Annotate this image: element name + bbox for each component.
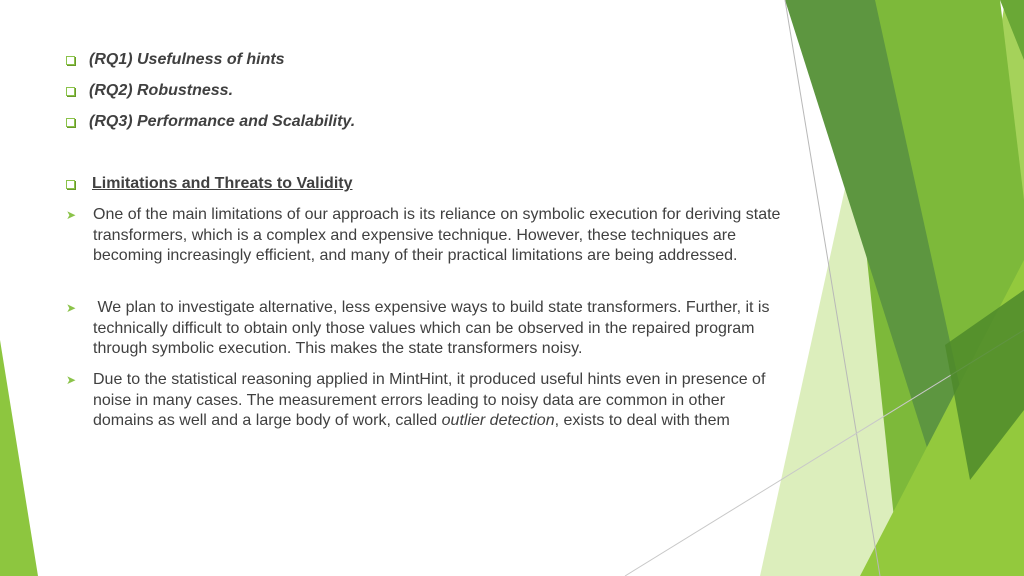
paragraph-text: We plan to investigate alternative, less expensive ways to build state transformers. Further, it is technically difficult to obtain only those values which can be observed in the repaired program through symbolic execution. This makes the state transformers noisy.	[93, 299, 774, 357]
square-bullet-icon	[66, 118, 75, 127]
arrow-bullet-icon: ➤	[66, 301, 77, 315]
paragraph-text-emphasis: outlier detection	[441, 412, 555, 429]
section-heading	[66, 174, 352, 194]
rq-item	[66, 50, 285, 70]
square-bullet-icon	[66, 87, 75, 96]
section-heading-text: Limitations and Threats to Validity	[92, 175, 353, 192]
bullet-paragraph	[66, 205, 786, 267]
square-bullet-icon	[66, 180, 75, 189]
rq-item-label: (RQ1) Usefulness of hints	[89, 51, 285, 68]
rq-item	[66, 112, 355, 132]
paragraph-text	[93, 370, 786, 432]
arrow-bullet-icon: ➤	[66, 208, 77, 222]
paragraph-text-before: Due to the statistical reasoning applied in MintHint, it produced useful hints even in presence of noise in many cases. The measurement errors leading to noisy data are common in other domains as well and a large body of work, called	[93, 371, 766, 429]
rq-item-label: (RQ3) Performance and Scalability.	[89, 113, 356, 130]
paragraph-text-after: , exists to deal with them	[554, 412, 730, 429]
rq-item	[66, 81, 233, 101]
arrow-bullet-icon: ➤	[66, 373, 77, 387]
paragraph-text: One of the main limitations of our approach is its reliance on symbolic execution for deriving state transformers, which is a complex and expensive technique. However, these techniques are becoming increasingly efficient, and many of their practical limitations are being addressed.	[93, 206, 781, 264]
square-bullet-icon	[66, 56, 75, 65]
bullet-paragraph	[66, 298, 786, 360]
bullet-paragraph	[66, 370, 786, 432]
rq-item-label: (RQ2) Robustness.	[89, 82, 234, 99]
